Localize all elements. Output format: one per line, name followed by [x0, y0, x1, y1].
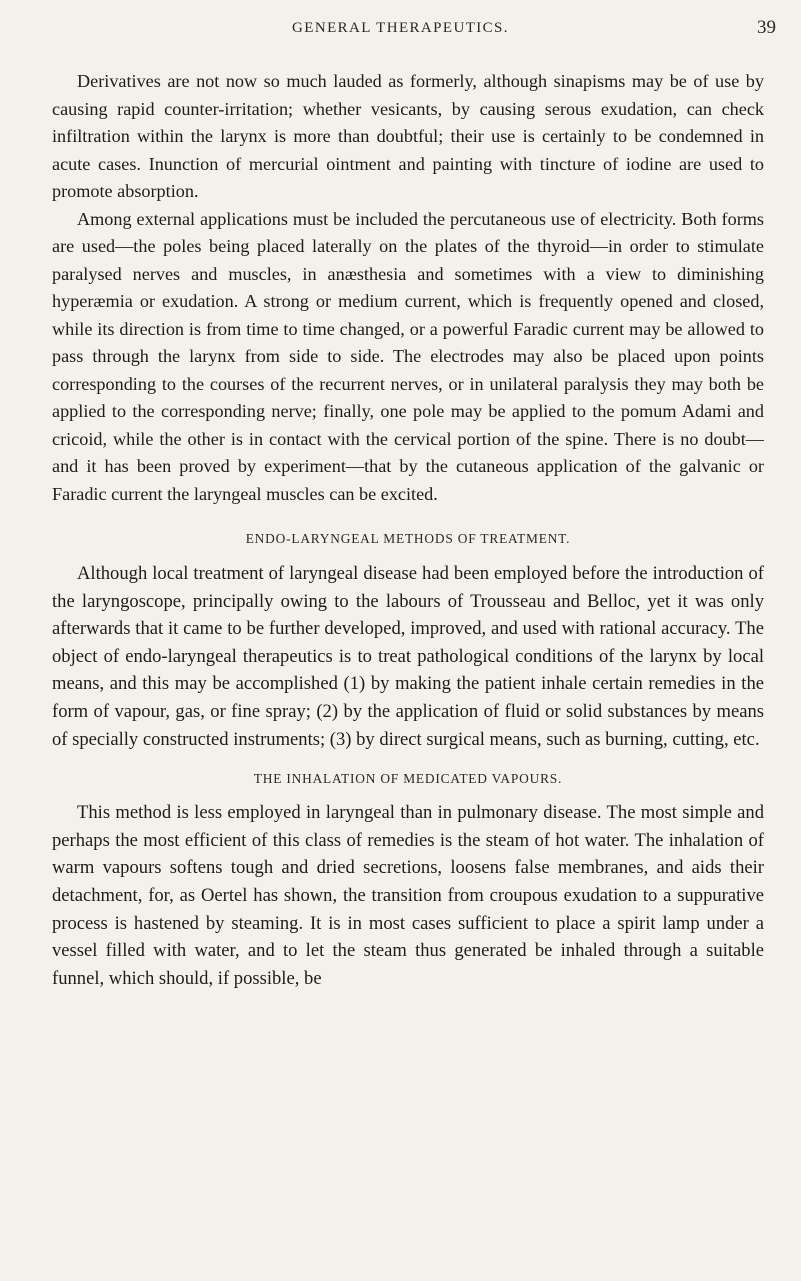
section-heading-inhalation: THE INHALATION OF MEDICATED VAPOURS.: [253, 771, 563, 787]
paragraph-derivatives: Derivatives are not now so much lauded as formerly, although sinapisms may be of use by causing rapid counter-irritation; whether vesicants, by causing serous exudation, can check infiltration within the larynx is more than doubtful; their use is certainly to be condemned in acute cases. Inunction of mercurial ointment and painting with tincture of iodine are used to promote absorption.: [52, 71, 764, 201]
section-heading-endo-laryngeal: ENDO-LARYNGEAL METHODS OF TREATMENT.: [245, 531, 571, 546]
running-header: [0, 17, 801, 50]
body-text: [52, 68, 764, 992]
paragraph-inhalation: This method is less employed in laryngeal than in pulmonary disease. The most simple and perhaps the most efficient of this class of remedies is the steam of hot water. The inhalation of warm vapours softens tough and dried secretions, loosens false membranes, and aids their detachment, for, as Oertel has shown, the transition from croupous exudation to a suppurative process is hastened by steaming. It is in most cases sufficient to place a spirit lamp under a vessel filled with water, and to let the steam thus generated be inhaled through a suitable funnel, which should, if possible, be: [52, 802, 764, 989]
page-number: 39: [757, 17, 776, 38]
paragraph-electricity: Among external applications must be included the percutaneous use of electricity. Both forms are used—the poles being placed laterally on the plates of the thyroid—in order to stimulate paralysed nerves and muscles, in anæsthesia and sometimes with a view to diminishing hyperæmia or exudation. A strong or medium current, which is frequently opened and closed, while its direction is from time to time changed, or a powerful Faradic current may be allowed to pass through the larynx from side to side. The electrodes may also be placed upon points corresponding to the courses of the recurrent nerves, or in unilateral paralysis they may both be applied to the corresponding nerve; finally, one pole may be applied to the pomum Adami and cricoid, while the other is in contact with the cervical portion of the spine. There is no doubt—and it has been proved by experiment—that by the cutaneous application of the galvanic or Faradic current the laryngeal muscles can be excited.: [52, 208, 764, 504]
paragraph-local-treatment: Although local treatment of laryngeal disease had been employed before the introduction of the laryngoscope, principally owing to the labours of Trousseau and Belloc, yet it was only afterwards that it came to be further developed, improved, and used with rational accuracy. The object of endo-laryngeal therapeutics is to treat pathological conditions of the larynx by local means, and this may be accomplished (1) by making the patient inhale certain remedies in the form of vapour, gas, or fine spray; (2) by the application of fluid or solid substances by means of specially constructed instruments; (3) by direct surgical means, such as burning, cutting, etc.: [52, 563, 764, 750]
running-title: GENERAL THERAPEUTICS.: [292, 20, 509, 36]
